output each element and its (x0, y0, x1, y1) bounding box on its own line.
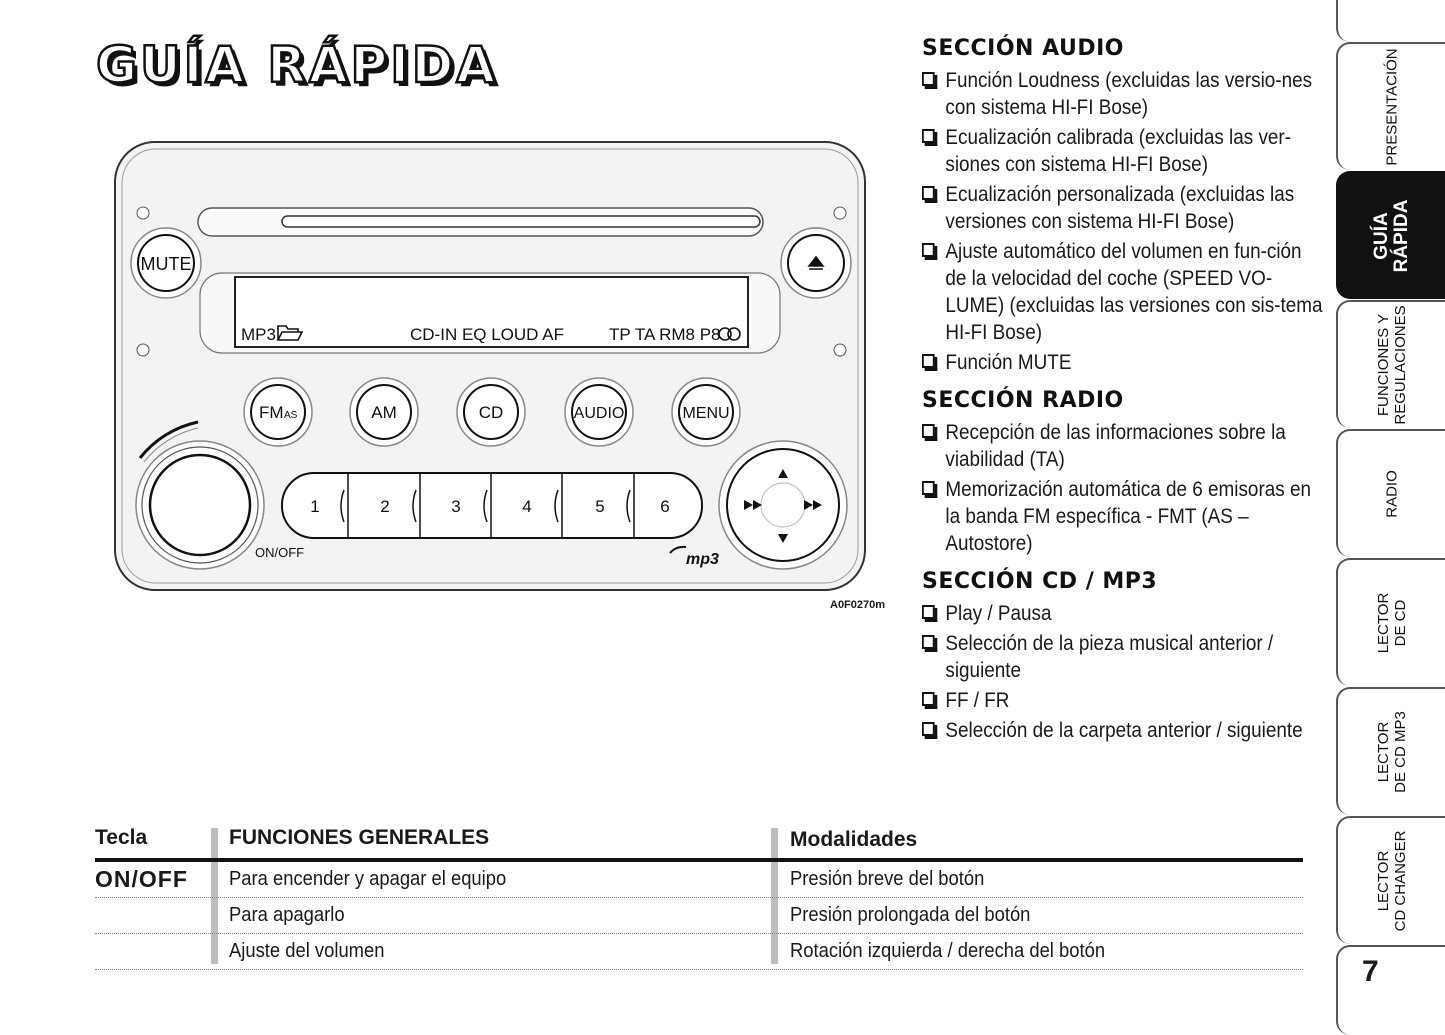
checkbox-bullet-icon (922, 186, 935, 200)
list-item: Ecualización personalizada (excluidas las versiones con sistema HI-FI Bose) (922, 181, 1323, 235)
feature-sections (922, 36, 1323, 756)
tab-page-number-area (1336, 945, 1445, 1035)
function-cell: Para apagarlo (229, 904, 345, 926)
tab-lector-cd-changer[interactable] (1336, 816, 1445, 944)
table-row (95, 934, 1303, 970)
key-onoff: ON/OFF (95, 866, 188, 892)
checkbox-bullet-icon (922, 722, 935, 736)
preset-4: 4 (522, 497, 532, 516)
section-title-cd-mp3: SECCIÓN CD / MP3 (922, 569, 1158, 594)
preset-2: 2 (380, 497, 390, 516)
list-item: Ajuste automático del volumen en fun-ción de la velocidad del coche (SPEED VO-LUME) (excluidas las versiones con sis-tema HI-FI Bose) (922, 238, 1323, 346)
checkbox-bullet-icon (922, 243, 935, 257)
list-item: FF / FR (922, 687, 1323, 714)
tab-presentacion[interactable] (1336, 42, 1445, 170)
checkbox-bullet-icon (922, 481, 935, 495)
header-modes: Modalidades (790, 828, 918, 851)
section-title-radio: SECCIÓN RADIO (922, 388, 1124, 413)
tab-label: LECTOR DE CD MP3 (1374, 711, 1409, 793)
tab-label: FUNCIONES Y REGULACIONES (1374, 305, 1409, 425)
preset-5: 5 (595, 497, 605, 516)
checkbox-bullet-icon (922, 605, 935, 619)
tab-lector-cd[interactable] (1336, 558, 1445, 686)
display-right-text: TP TA RM8 P8 (609, 325, 721, 344)
header-functions: FUNCIONES GENERALES (229, 826, 490, 849)
mode-cell: Rotación izquierda / derecha del botón (790, 940, 1106, 962)
nav-pad (727, 449, 839, 561)
tab-label: GUÍA RÁPIDA (1370, 199, 1412, 273)
tab-label: LECTOR DE CD (1374, 592, 1409, 654)
mute-label: MUTE (140, 254, 192, 274)
tab-radio[interactable] (1336, 429, 1445, 557)
list-item: Memorización automática de 6 emisoras en la banda FM específica - FMT (AS – Autostore) (922, 476, 1323, 557)
list-item: Función MUTE (922, 349, 1323, 376)
volume-knob (150, 455, 250, 555)
table-row (95, 898, 1303, 934)
checkbox-bullet-icon (922, 692, 935, 706)
mode-cell: Presión prolongada del botón (790, 904, 1031, 926)
radio-feature-list (922, 419, 1311, 557)
table-row (95, 862, 1303, 898)
audio-label: AUDIO (573, 405, 625, 422)
preset-6: 6 (660, 497, 670, 516)
radio-illustration (110, 140, 870, 595)
list-item: Selección de la carpeta anterior / siguiente (922, 717, 1323, 744)
am-label: AM (371, 403, 397, 422)
list-item: Selección de la pieza musical anterior / siguiente (922, 630, 1323, 684)
tab-blank (1336, 0, 1445, 42)
display-left-text: MP3 (241, 325, 276, 344)
display-center-text: CD-IN EQ LOUD AF (410, 325, 564, 344)
function-cell: Ajuste del volumen (229, 940, 385, 962)
list-item: Recepción de las informaciones sobre la viabilidad (TA) (922, 419, 1323, 473)
tab-guia-rapida[interactable] (1336, 171, 1445, 299)
function-cell: Para encender y apagar el equipo (229, 868, 507, 890)
mode-cell: Presión breve del botón (790, 868, 985, 890)
checkbox-bullet-icon (922, 354, 935, 368)
mp3-logo: mp3 (686, 551, 719, 568)
table-header (95, 822, 1303, 862)
menu-label: MENU (682, 405, 730, 422)
section-tabs (1336, 0, 1445, 1019)
list-item: Ecualización calibrada (excluidas las ver-siones con sistema HI-FI Bose) (922, 124, 1323, 178)
preset-3: 3 (451, 497, 461, 516)
list-item: Play / Pausa (922, 600, 1323, 627)
fm-sub-label: AS (284, 410, 298, 421)
cd-mp3-feature-list (922, 600, 1306, 744)
onoff-label: ON/OFF (255, 545, 305, 560)
functions-table (95, 822, 1303, 970)
tab-funciones-regulaciones[interactable] (1336, 300, 1445, 428)
tab-lector-cd-mp3[interactable] (1336, 687, 1445, 815)
page-title: GUÍA RÁPIDA (96, 36, 498, 94)
list-item: Función Loudness (excluidas las versio-nes con sistema HI-FI Bose) (922, 67, 1323, 121)
section-title-audio: SECCIÓN AUDIO (922, 36, 1124, 61)
checkbox-bullet-icon (922, 635, 935, 649)
fm-label: FM (259, 403, 284, 422)
audio-feature-list (922, 67, 1323, 376)
checkbox-bullet-icon (922, 72, 935, 86)
header-key: Tecla (95, 826, 148, 849)
tab-label: PRESENTACIÓN (1383, 48, 1400, 166)
preset-1: 1 (310, 497, 320, 516)
preset-bar (282, 473, 702, 538)
figure-code: A0F0270m (830, 599, 886, 611)
tab-label: RADIO (1383, 470, 1400, 518)
cd-label: CD (478, 403, 504, 422)
checkbox-bullet-icon (922, 424, 935, 438)
tab-label: LECTOR CD CHANGER (1374, 830, 1409, 932)
checkbox-bullet-icon (922, 129, 935, 143)
page-number: 7 (1362, 955, 1379, 988)
